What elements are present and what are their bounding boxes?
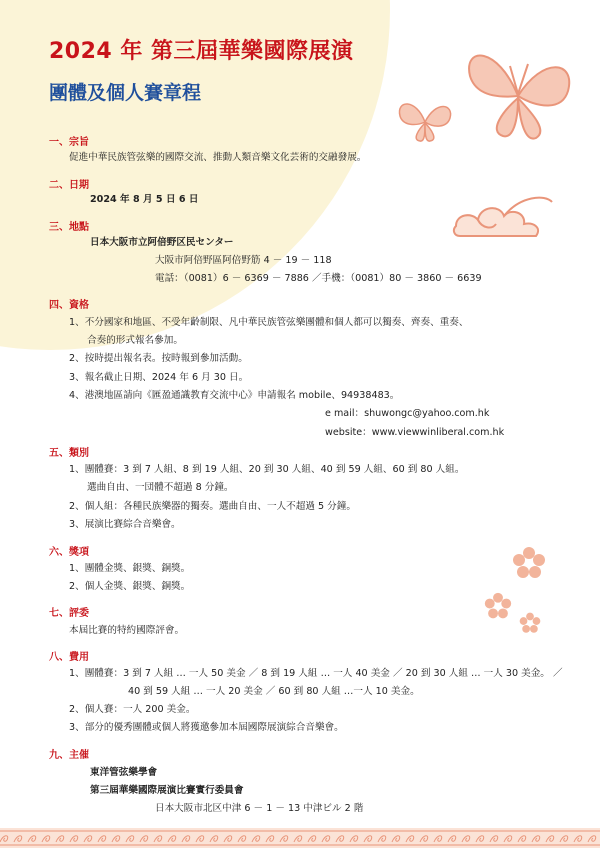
- organizer-1: 東洋管弦樂學會: [90, 767, 158, 778]
- contact-email[interactable]: e mail：shuwongc@yahoo.com.hk: [325, 408, 490, 419]
- section-heading-awards: 六、獎項: [49, 547, 89, 558]
- fee-item-1-cont: 40 到 59 人組 … 一人 20 美金 ／ 60 到 80 人組 …一人 10 美金。: [128, 686, 420, 697]
- organizer-2: 第三屆華樂國際展演比賽實行委員會: [90, 785, 244, 796]
- category-item-3: 3、展演比賽綜合音樂會。: [69, 519, 181, 530]
- organizer-address: 日本大阪市北区中津 6 － 1 － 13 中津ビル 2 階: [155, 803, 364, 814]
- eligibility-item-1: 1、不分國家和地區、不受年齡制限、凡中華民族管弦樂團體和個人都可以獨奏、齊奏、重奏、: [69, 317, 469, 328]
- page-title: 2024 年 第三屆華樂國際展演: [49, 39, 354, 64]
- page-subtitle: 團體及個人賽章程: [49, 82, 202, 104]
- fee-item-1: 1、團體賽：3 到 7 人組 … 一人 50 美金 ／ 8 到 19 人組 … 一人 40 美金 ／ 20 到 30 人組 … 一人 30 美金。 ／: [69, 668, 563, 679]
- category-item-2: 2、個人組：各種民族樂器的獨奏。選曲自由、一人不超過 5 分鐘。: [69, 501, 356, 512]
- contact-website[interactable]: website：www.viewwinliberal.com.hk: [325, 427, 505, 438]
- eligibility-item-4: 4、港澳地區請向《匯盈通識教育交流中心》申請報名 mobile、94938483。: [69, 390, 400, 401]
- eligibility-item-1-cont: 合奏的形式報名參加。: [87, 335, 183, 346]
- award-item-2: 2、個人金獎、銀獎、銅獎。: [69, 581, 191, 592]
- judges-text: 本屆比賽的特約國際評會。: [69, 625, 185, 636]
- venue-address: 大阪市阿倍野區阿倍野筋 4 － 19 － 118: [155, 255, 332, 266]
- eligibility-item-3: 3、報名截止日期、2024 年 6 月 30 日。: [69, 372, 249, 383]
- award-item-1: 1、團體金獎、銀獎、銅獎。: [69, 563, 191, 574]
- category-item-1-cont: 選曲自由、一団體不超過 8 分鐘。: [87, 482, 234, 493]
- category-item-1: 1、團體賽：3 到 7 人組、8 到 19 人組、20 到 30 人組、40 到 59 人組、60 到 80 人組。: [69, 464, 465, 475]
- section-heading-organizer: 九、主催: [49, 750, 89, 761]
- purpose-text: 促進中華民族管弦樂的國際交流、推動人類音樂文化芸術的交融發展。: [69, 152, 367, 163]
- section-heading-fees: 八、費用: [49, 652, 89, 663]
- eligibility-item-2: 2、按時提出報名表。按時報到參加活動。: [69, 353, 248, 364]
- fee-item-2: 2、個人賽：一人 200 美金。: [69, 704, 196, 715]
- date-text: 2024 年 8 月 5 日 6 日: [90, 194, 199, 205]
- section-heading-eligibility: 四、資格: [49, 300, 89, 311]
- fee-item-3: 3、部分的優秀團體或個人將獲邀參加本屆國際展演綜合音樂會。: [69, 722, 344, 733]
- section-heading-categories: 五、類別: [49, 448, 89, 459]
- section-heading-judges: 七、評委: [49, 608, 89, 619]
- venue-name: 日本大阪市立阿倍野区民センター: [90, 237, 234, 248]
- section-heading-purpose: 一、宗旨: [49, 137, 89, 148]
- venue-phone: 電話：（0081）6 － 6369 － 7886 ／手機：（0081）80 － 3860 － 6639: [155, 273, 482, 284]
- section-heading-date: 二、日期: [49, 180, 89, 191]
- section-heading-venue: 三、地點: [49, 222, 89, 233]
